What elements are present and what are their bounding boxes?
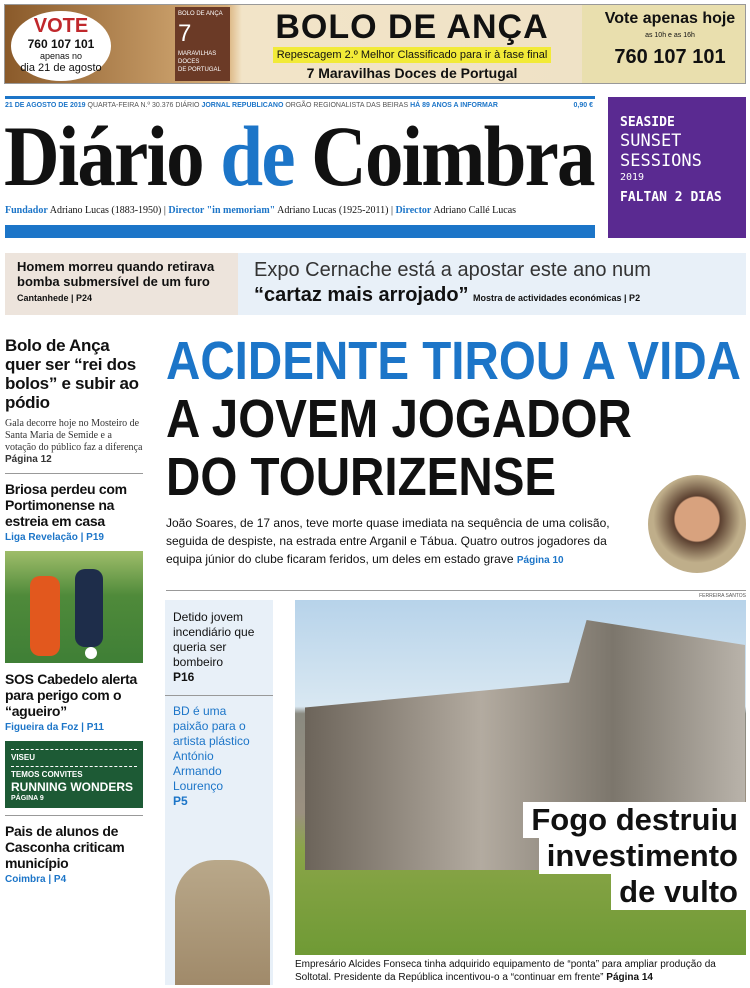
story-detido[interactable] (165, 600, 273, 691)
lead-ref: Página 10 (516, 555, 564, 566)
logo-text: MARAVILHAS (178, 51, 217, 57)
credit-value: Adriano Lucas (1925-2011) (277, 205, 389, 216)
story-casconha[interactable] (5, 823, 143, 886)
teaser-cantanhede[interactable] (5, 253, 238, 315)
logo-text: DE PORTUGAL (178, 67, 221, 73)
story-title: Detido jovem incendiário que queria ser bombeiro (173, 610, 255, 669)
box-l1: TEMOS CONVITES (11, 770, 83, 779)
headline-line: A JOVEM JOGADOR (166, 389, 632, 449)
photo-headline-line: Fogo destruiu (523, 802, 746, 838)
running-wonders-box[interactable] (5, 741, 143, 808)
anos-label: HÁ 89 ANOS A INFORMAR (410, 102, 498, 109)
credit-label: Director (395, 205, 432, 216)
fire-photo[interactable] (295, 600, 746, 955)
ad-title: BOLO DE ANÇA (275, 8, 549, 46)
teaser-title: Expo Cernache está a apostar este ano num (254, 259, 651, 281)
advertisement-banner[interactable] (4, 4, 746, 84)
issue-info: QUARTA-FEIRA N.º 30.376 DIÁRIO (87, 102, 200, 109)
vote-phone: 760 107 101 (27, 37, 95, 51)
story-ref: Figueira da Foz | P11 (5, 722, 104, 733)
story-title: Pais de alunos de Casconha criticam município (5, 823, 125, 871)
divider (165, 695, 273, 696)
ad-repescagem: Repescagem 2.º Melhor Classificado para ir à fase final (273, 47, 552, 63)
promo-year: 2019 (620, 172, 645, 183)
logo-text: BOLO DE ANÇA (178, 11, 223, 17)
issue-date: 21 DE AGOSTO DE 2019 (5, 102, 86, 109)
lead-body (166, 514, 644, 570)
maravilhas-logo (175, 7, 230, 81)
caption-ref: Página 14 (606, 972, 653, 983)
story-text: Gala decorre hoje no Mosteiro de Santa Maria de Semide e a votação do público faz a diferença (5, 418, 143, 453)
seaside-promo[interactable] (608, 97, 746, 238)
masthead-coimbra: Coimbra (311, 108, 594, 204)
vote-only: apenas no (39, 51, 83, 61)
teaser-title: Homem morreu quando retirava bomba submersível de um furo (17, 259, 215, 289)
vote-date: dia 21 de agosto (20, 62, 102, 74)
story-bolo[interactable] (5, 336, 143, 466)
ad-center (237, 9, 587, 82)
teaser-quote: “cartaz mais arrojado” (254, 284, 469, 306)
divider (5, 473, 143, 474)
headline-line: ACIDENTE TIROU A VIDA (166, 331, 742, 391)
credit-value: Adriano Callé Lucas (433, 205, 517, 216)
story-ref: P5 (173, 794, 188, 808)
teaser-expo-cernache[interactable] (238, 253, 746, 315)
photo-caption (295, 958, 746, 984)
photo-headline-line: investimento (539, 838, 746, 874)
separator: | (390, 205, 393, 216)
story-ref: Coimbra | P4 (5, 874, 67, 885)
vote-hours: as 10h e as 16h (645, 32, 695, 39)
ad-subtitle: 7 Maravilhas Doces de Portugal (306, 65, 518, 81)
lead-headline[interactable] (166, 332, 746, 506)
ad-right (595, 9, 745, 69)
story-title: BD é uma paixão para o artista plástico António Armando Lourenço (173, 704, 250, 793)
masthead[interactable] (4, 110, 596, 202)
player-portrait (648, 475, 746, 573)
headline-line: DO TOURIZENSE (166, 447, 557, 507)
credit-value: Adriano Lucas (1883-1950) (49, 205, 162, 216)
separator: | (163, 205, 166, 216)
middle-column (165, 600, 273, 985)
promo-text: SESSIONS (620, 151, 702, 171)
story-title: Bolo de Ança quer ser “rei dos bolos” e subir ao pódio (5, 336, 139, 412)
masthead-diario: Diário (4, 108, 203, 204)
logo-text: DOCES (178, 59, 200, 65)
teaser-ref: Mostra de actividades económicas | P2 (472, 293, 641, 303)
blue-rule (5, 225, 595, 238)
orgao-label: ORGÃO REGIONALISTA DAS BEIRAS (285, 102, 409, 109)
story-ref: P16 (173, 670, 195, 684)
logo-seven-icon: 7 (178, 20, 192, 47)
story-title: Briosa perdeu com Portimonense na estreia em casa (5, 481, 127, 529)
photo-headline-line: de vulto (611, 874, 746, 910)
vote-badge (11, 11, 111, 81)
promo-countdown: FALTAN 2 DIAS (620, 190, 722, 205)
masthead-text (4, 110, 594, 202)
lead-text: João Soares, de 17 anos, teve morte quase imediata na sequência de uma colisão, seguida de despiste, na estrada entre Arganil e Tábua. Quatro outros jogadores da equipa júnior do clube ficaram feridos, um deles em estado grave (166, 516, 610, 566)
teaser-ref: Cantanhede | P24 (17, 293, 93, 303)
story-briosa[interactable] (5, 481, 143, 544)
vote-phone-2: 760 107 101 (614, 46, 726, 68)
artist-photo (175, 860, 270, 985)
box-l2: RUNNING WONDERS (11, 780, 133, 794)
promo-text: SEASIDE (620, 115, 675, 130)
divider (5, 815, 143, 816)
story-bd[interactable] (165, 704, 273, 809)
story-title: SOS Cabedelo alerta para perigo com o “agueiro” (5, 671, 138, 719)
story-sos-cabedelo[interactable] (5, 671, 143, 734)
vote-today: Vote apenas hoje (604, 10, 736, 27)
left-column (5, 336, 143, 886)
box-place: VISEU (11, 753, 36, 762)
vote-label: VOTE (33, 15, 89, 37)
story-ref: Página 12 (5, 454, 52, 465)
masthead-de: de (220, 108, 294, 204)
box-page: PÁGINA 9 (11, 795, 44, 802)
football-photo (5, 551, 143, 663)
credits-text (5, 204, 516, 217)
divider (166, 590, 746, 591)
credit-label: Fundador (5, 205, 48, 216)
photo-credit: FERREIRA SANTOS (699, 593, 746, 599)
story-ref: Liga Revelação | P19 (5, 532, 104, 543)
credit-label: Director "in memoriam" (168, 205, 276, 216)
jornal-label: JORNAL REPUBLICANO (201, 102, 284, 109)
credits (5, 204, 597, 218)
price: 0,90 € (573, 102, 593, 109)
caption-text: Empresário Alcides Fonseca tinha adquirido equipamento de “ponta” para ampliar produção da Soltotal. Presidente da República incentivou-o a “continuar em frente” (295, 959, 716, 983)
promo-text: SUNSET (620, 131, 682, 151)
